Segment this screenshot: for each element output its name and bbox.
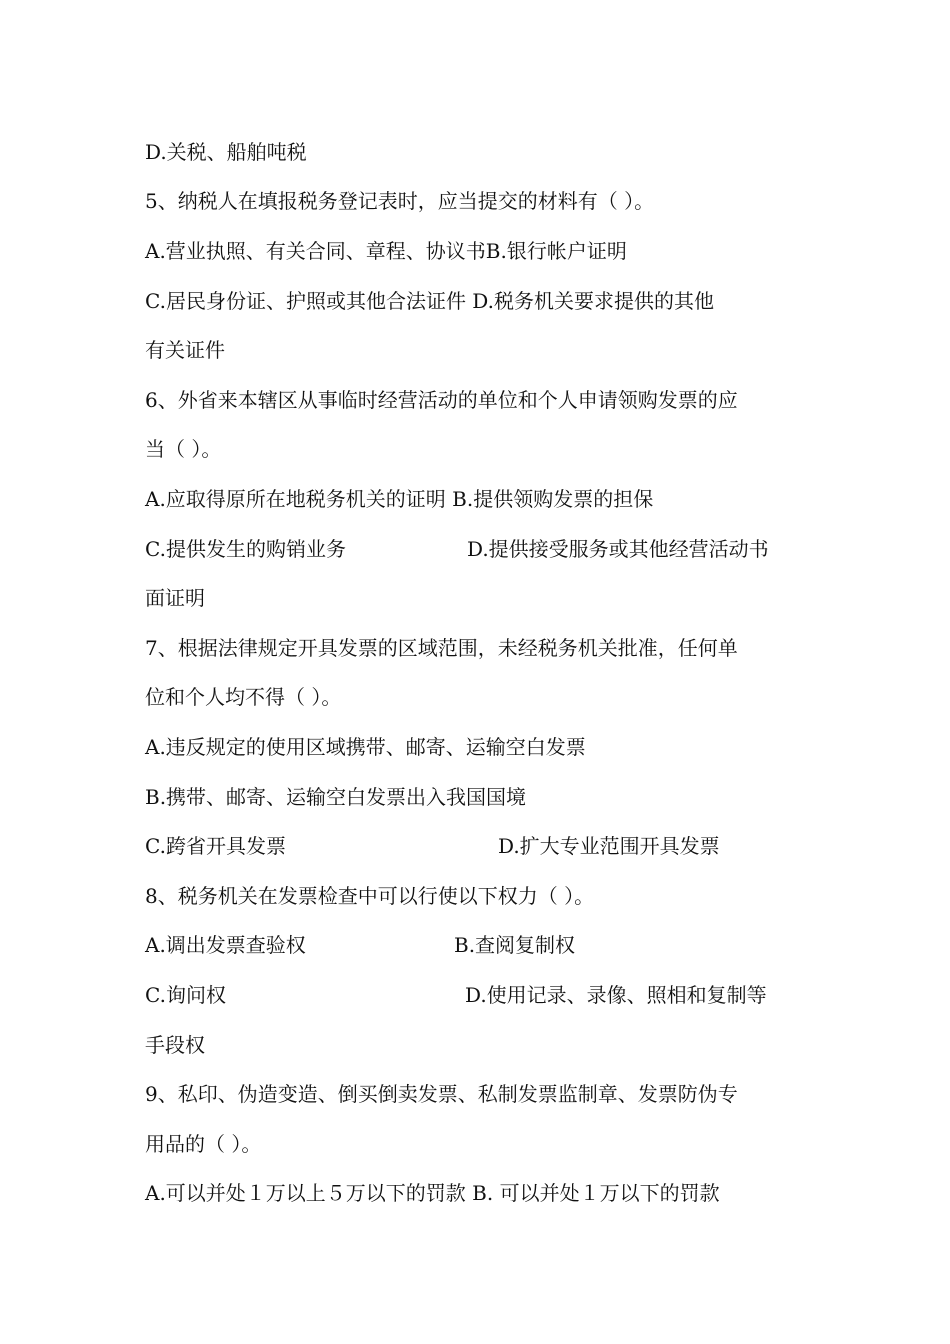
question-8-option-d: D.使用记录、录像、照相和复制等 (465, 983, 767, 1007)
question-5-options-cd: C.居民身份证、护照或其他合法证件 D.税务机关要求提供的其他 (145, 289, 714, 313)
question-9-continued: 用品的（ ）。 (145, 1132, 262, 1156)
question-7: 7、根据法律规定开具发票的区域范围，未经税务机关批准，任何单 (145, 636, 738, 660)
question-8-option-c: C.询问权 (145, 983, 226, 1007)
question-8-option-d-continued: 手段权 (145, 1033, 205, 1057)
question-7-option-b: B.携带、邮寄、运输空白发票出入我国国境 (145, 785, 527, 809)
question-7-option-d: D.扩大专业范围开具发票 (498, 834, 720, 858)
question-6-continued: 当（ ）。 (145, 437, 222, 461)
question-7-option-a: A.违反规定的使用区域携带、邮寄、运输空白发票 (145, 735, 586, 759)
question-6-options-ab: A.应取得原所在地税务机关的证明 B.提供领购发票的担保 (145, 487, 654, 511)
question-6-option-d: D.提供接受服务或其他经营活动书 (467, 537, 769, 561)
question-9: 9、私印、伪造变造、倒买倒卖发票、私制发票监制章、发票防伪专 (145, 1082, 738, 1106)
question-7-option-c: C.跨省开具发票 (145, 834, 286, 858)
question-8-option-b: B.查阅复制权 (454, 933, 576, 957)
question-8-option-a: A.调出发票查验权 (145, 933, 306, 957)
question-5: 5、纳税人在填报税务登记表时，应当提交的材料有（ ）。 (145, 189, 655, 213)
option-4d: D.关税、船舶吨税 (145, 140, 307, 164)
question-7-continued: 位和个人均不得（ ）。 (145, 685, 342, 709)
question-6-option-c: C.提供发生的购销业务 (145, 537, 346, 561)
question-5-option-d-continued: 有关证件 (145, 338, 225, 362)
question-5-options-ab: A.营业执照、有关合同、章程、协议书B.银行帐户证明 (145, 239, 627, 263)
question-6-option-d-continued: 面证明 (145, 586, 205, 610)
question-9-options-ab: A.可以并处１万以上５万以下的罚款 B. 可以并处１万以下的罚款 (145, 1181, 720, 1205)
question-6: 6、外省来本辖区从事临时经营活动的单位和个人申请领购发票的应 (145, 388, 738, 412)
question-8: 8、税务机关在发票检查中可以行使以下权力（ ）。 (145, 884, 595, 908)
